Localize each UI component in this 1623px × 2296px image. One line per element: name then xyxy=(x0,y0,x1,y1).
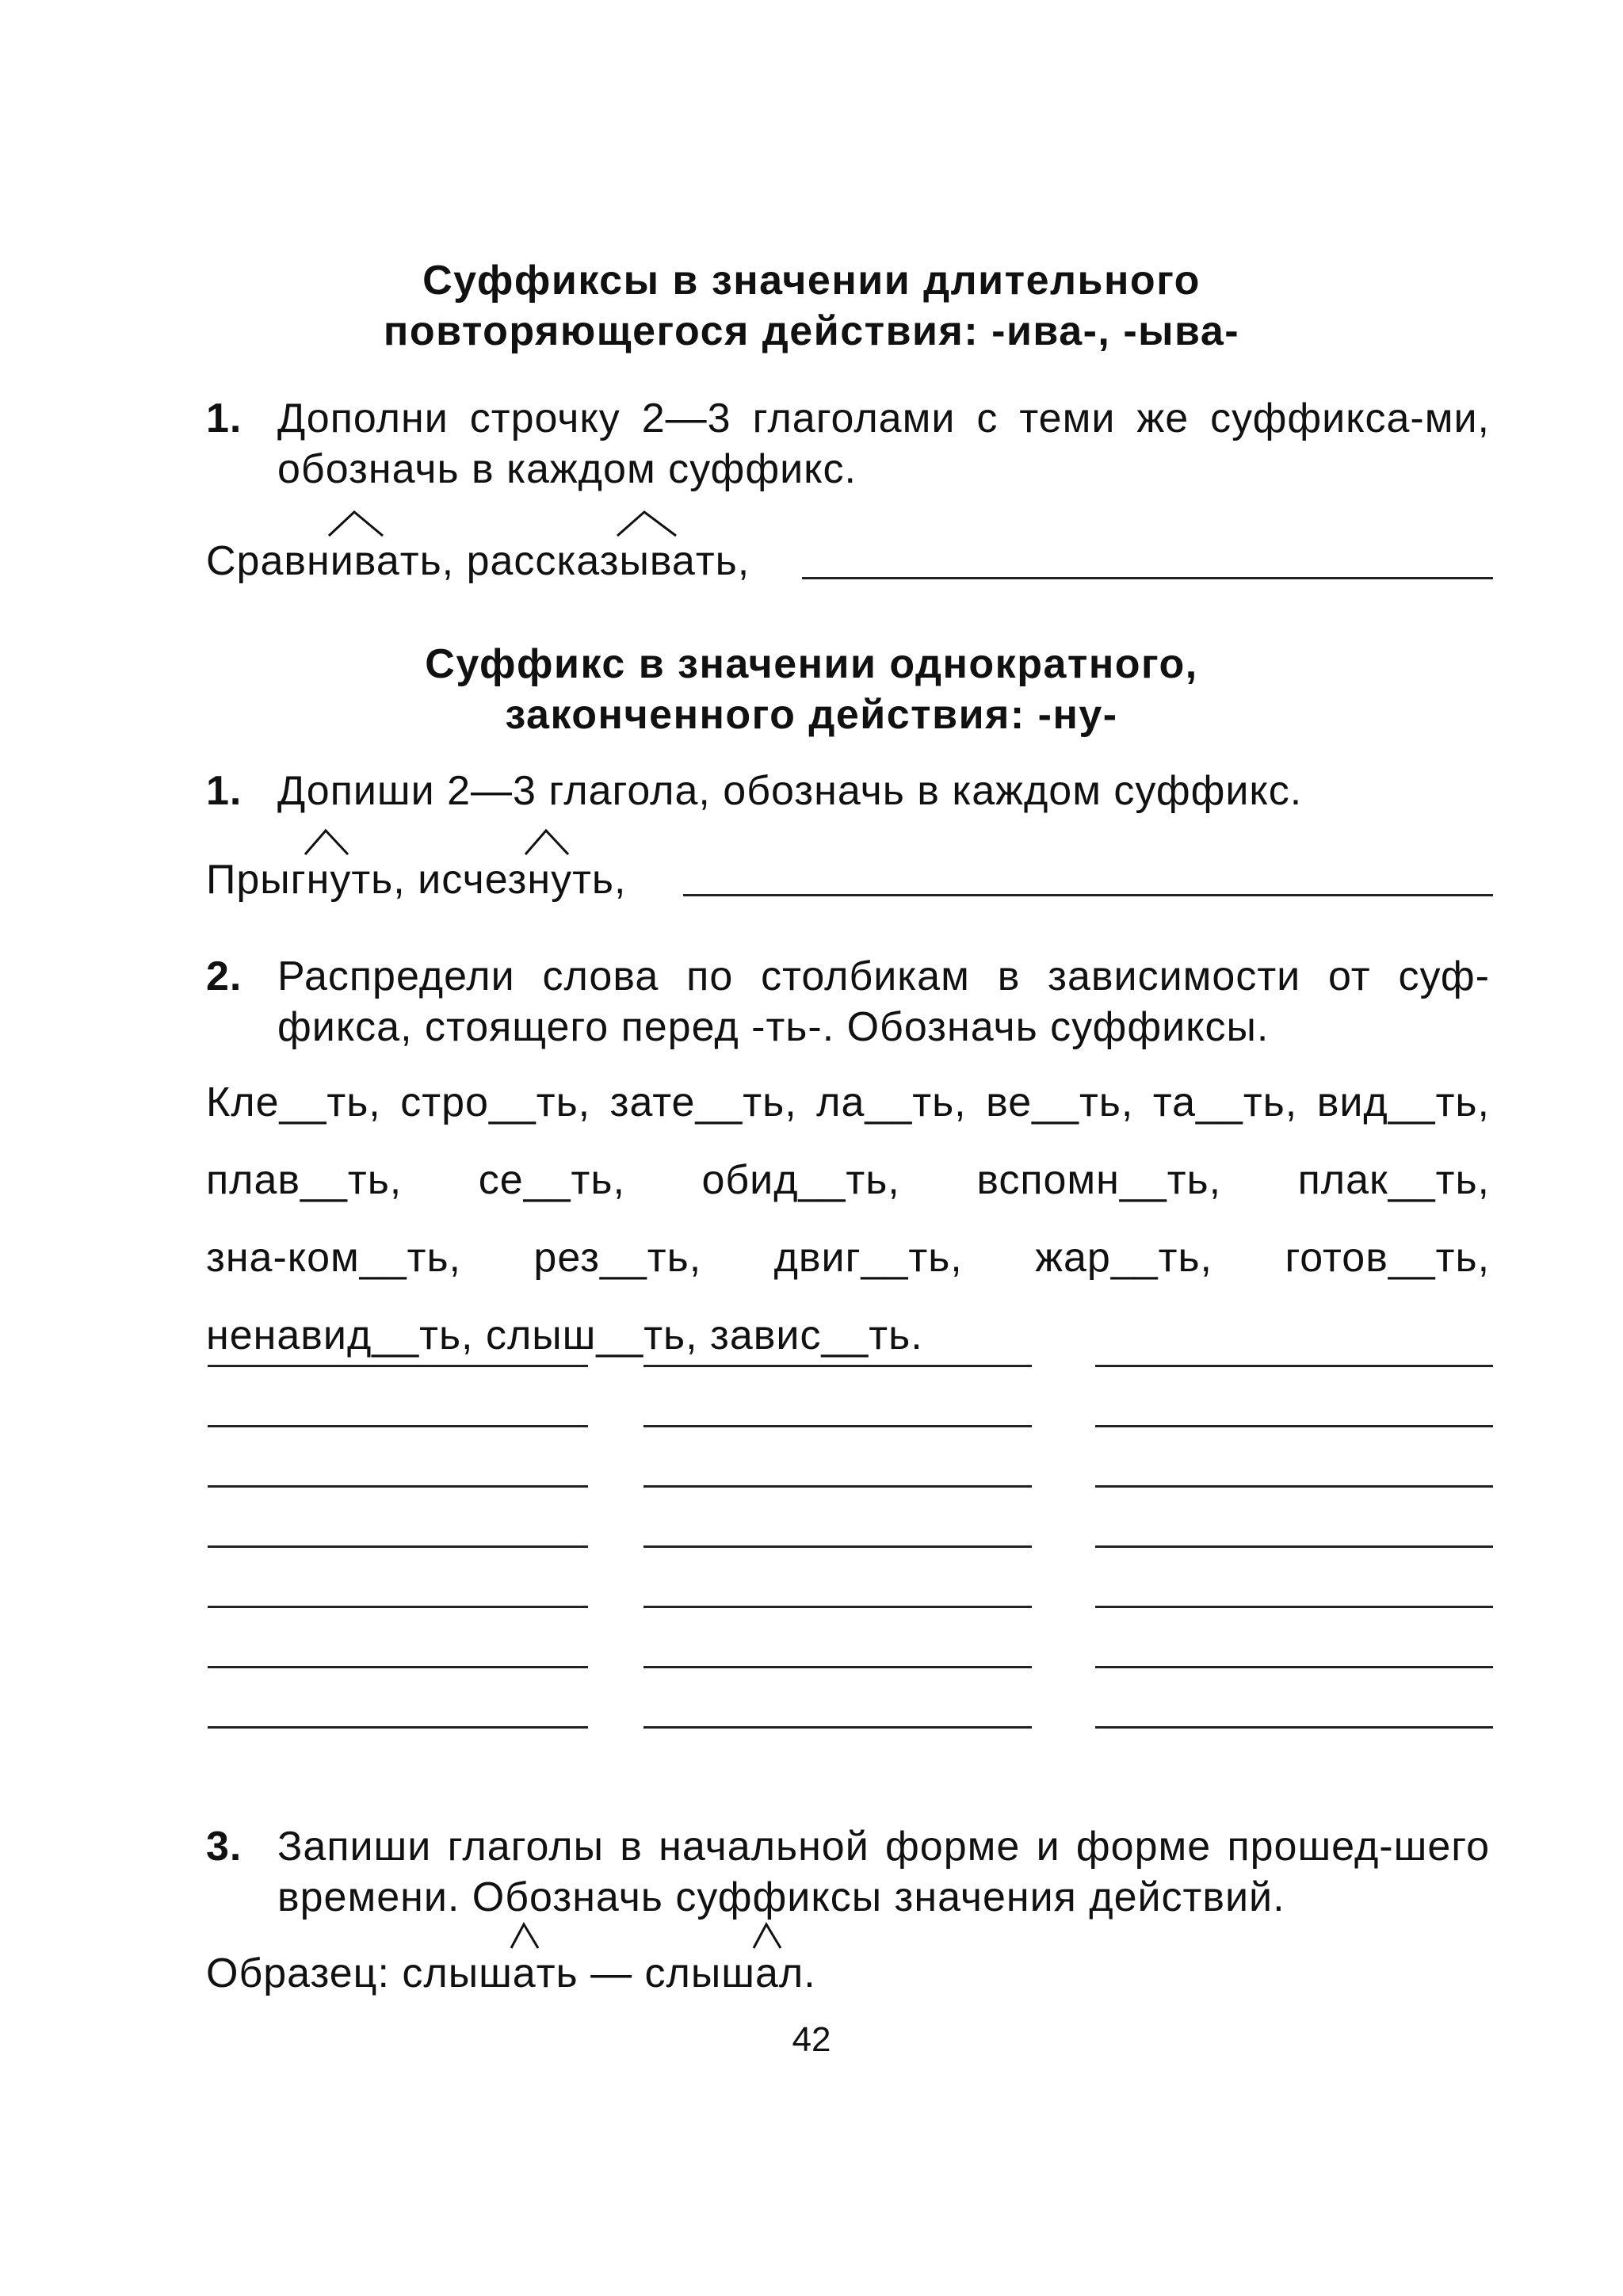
column-2-line[interactable] xyxy=(643,1365,1032,1367)
word-item: вспомн__ть, xyxy=(976,1157,1222,1203)
column-2-line[interactable] xyxy=(643,1485,1032,1488)
column-2-line[interactable] xyxy=(643,1666,1032,1668)
word-item: слыш__ть, xyxy=(485,1312,698,1358)
column-3-line[interactable] xyxy=(1095,1666,1493,1668)
sample-label: Образец: xyxy=(206,1950,390,1996)
column-1-line[interactable] xyxy=(208,1666,588,1668)
column-2-line[interactable] xyxy=(643,1545,1032,1548)
column-3-line[interactable] xyxy=(1095,1726,1493,1729)
word-item: Кле__ть, xyxy=(206,1079,381,1125)
column-3-line[interactable] xyxy=(1095,1485,1493,1488)
section2-task2 xyxy=(206,951,1490,1052)
column-1-line[interactable] xyxy=(208,1425,588,1427)
suffix-arc-icon xyxy=(616,509,687,537)
answer-line[interactable] xyxy=(802,577,1493,579)
column-2-line[interactable] xyxy=(643,1726,1032,1729)
word-item: плак__ть, xyxy=(1297,1157,1491,1203)
word-item: ненавид__ть, xyxy=(206,1312,474,1358)
column-3-line[interactable] xyxy=(1095,1425,1493,1427)
word-item: се__ть, xyxy=(478,1157,625,1203)
task-number: 3. xyxy=(206,1824,242,1870)
word-item: готов__ть, xyxy=(1285,1235,1491,1281)
sample-line xyxy=(206,1948,816,1999)
page-number: 42 xyxy=(792,2020,831,2059)
column-2-line[interactable] xyxy=(643,1425,1032,1427)
word-item: стро__ть, xyxy=(400,1079,591,1125)
sample-dash: — xyxy=(590,1950,633,1996)
example-word-2: рассказ ывать, xyxy=(467,538,750,584)
section2-task3 xyxy=(206,1821,1490,1923)
task-number: 2. xyxy=(206,953,242,999)
task-text: Запиши глаголы в начальной форме и форме прошед-шего времени. Обозначь суффиксы значения действий. xyxy=(277,1824,1490,1920)
section1-example xyxy=(206,536,750,586)
suffix-arc-icon xyxy=(524,827,579,856)
column-1-line[interactable] xyxy=(208,1606,588,1608)
section2-heading-line2: законченного действия: -ну- xyxy=(505,692,1118,738)
word-item: двиг__ть, xyxy=(773,1235,963,1281)
task-number: 1. xyxy=(206,768,242,814)
suffix-mark: ну xyxy=(527,854,572,905)
suffix-arc-icon xyxy=(327,509,399,537)
word-item: зате__ть, xyxy=(609,1079,797,1125)
suffix-arc-icon xyxy=(752,1921,792,1950)
word-item: обид__ть, xyxy=(701,1157,900,1203)
column-1-line[interactable] xyxy=(208,1485,588,1488)
word-item: плав__ть, xyxy=(206,1157,403,1203)
task-number: 1. xyxy=(206,395,242,441)
answer-line[interactable] xyxy=(683,894,1493,896)
task-text: Дополни строчку 2—3 глаголами с теми же суффикса-ми, обозначь в каждом суффикс. xyxy=(277,395,1490,492)
section2-task1 xyxy=(206,766,1490,816)
column-1-line[interactable] xyxy=(208,1726,588,1729)
suffix-mark: а xyxy=(513,1948,537,1999)
suffix-mark: ива xyxy=(330,536,400,586)
task-text: Допиши 2—3 глагола, обозначь в каждом суффикс. xyxy=(277,768,1303,814)
task-text: Распредели слова по столбикам в зависимости от суф-фикса, стоящего перед -ть-. Обозначь суффиксы. xyxy=(277,953,1490,1050)
column-2-line[interactable] xyxy=(643,1606,1032,1608)
column-3-line[interactable] xyxy=(1095,1365,1493,1367)
section1-heading xyxy=(0,255,1623,357)
word-item: ве__ть, xyxy=(986,1079,1134,1125)
section1-heading-line1: Суффиксы в значении длительного xyxy=(422,258,1201,304)
sample-word-2: слыш ал. xyxy=(645,1950,816,1996)
suffix-mark: ну xyxy=(307,854,352,905)
word-item: зна-ком__ть, xyxy=(206,1235,461,1281)
suffix-arc-icon xyxy=(510,1921,549,1950)
word-item: ла__ть, xyxy=(816,1079,967,1125)
example-word-2: исчез нуть, xyxy=(418,857,626,903)
word-item: жар__ть, xyxy=(1035,1235,1213,1281)
example-word-1: Сравн ивать, xyxy=(206,538,454,584)
section2-heading-line1: Суффикс в значении однократного, xyxy=(425,641,1198,687)
suffix-mark: ыва xyxy=(619,536,695,586)
column-3-line[interactable] xyxy=(1095,1545,1493,1548)
section2-example xyxy=(206,854,626,905)
column-3-line[interactable] xyxy=(1095,1606,1493,1608)
word-item: рез__ть, xyxy=(533,1235,702,1281)
section1-task1 xyxy=(206,393,1490,495)
word-item: вид__ть, xyxy=(1316,1079,1490,1125)
word-item: та__ть, xyxy=(1152,1079,1298,1125)
suffix-arc-icon xyxy=(304,827,359,856)
suffix-mark: а xyxy=(755,1948,779,1999)
word-list xyxy=(206,1064,1490,1374)
section1-heading-line2: повторяющегося действия: -ива-, -ыва- xyxy=(383,308,1240,354)
word-item: завис__ть. xyxy=(710,1312,923,1358)
column-1-line[interactable] xyxy=(208,1365,588,1367)
section2-heading xyxy=(0,639,1623,740)
column-1-line[interactable] xyxy=(208,1545,588,1548)
sample-word-1: слыш ать xyxy=(402,1950,578,1996)
example-word-1: Прыг нуть, xyxy=(206,857,406,903)
